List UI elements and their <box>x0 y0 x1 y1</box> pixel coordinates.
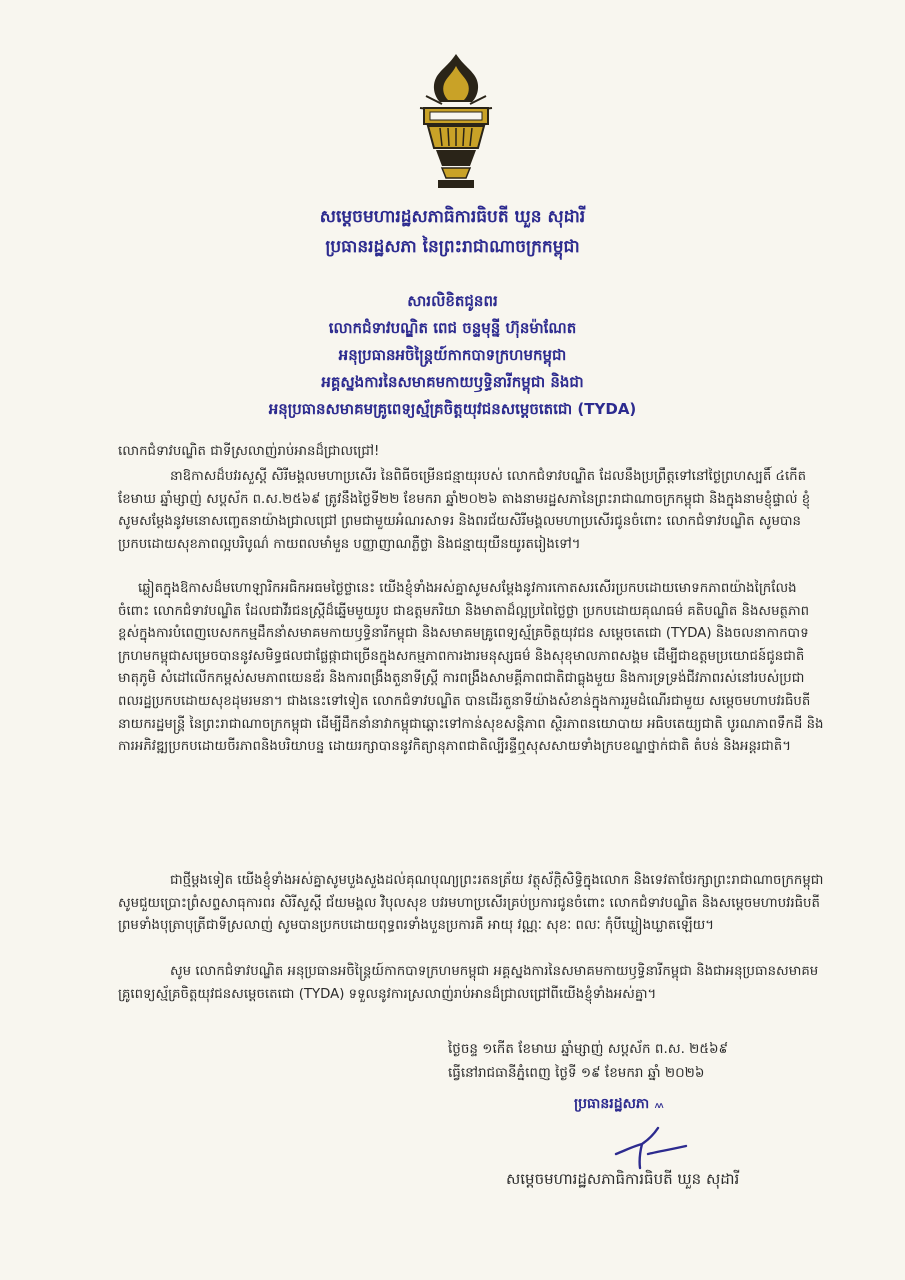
handwritten-signature-icon <box>612 1124 692 1172</box>
signature-title <box>574 1094 664 1115</box>
lunar-date: ថ្ងៃចន្ទ ១កើត ខែមាឃ ឆ្នាំម្សាញ់ សប្តស័ក ព.ស. ២៥៦៩ <box>448 1041 729 1057</box>
assembly-president-position: ប្រធានរដ្ឋសភា នៃព្រះរាជាណាចក្រកម្ពុជា <box>325 237 580 257</box>
recipient-role-1: អនុប្រធានអចិន្ត្រៃយ៍កាកបាទក្រហមកម្ពុជា <box>338 346 567 364</box>
signer-name: សម្តេចមហារដ្ឋសភាធិការធិបតី ឃួន សុដារី <box>506 1170 740 1188</box>
signature-title-text: ប្រធានរដ្ឋសភា <box>574 1096 650 1112</box>
place-date: ធ្វើនៅរាជធានីភ្នំពេញ ថ្ងៃទី ១៩ ខែមករា ឆ្នាំ ២០២៦ <box>448 1065 705 1081</box>
salutation: លោកជំទាវបណ្ឌិត ជាទីស្រលាញ់រាប់អានដ៏ជ្រាលជ្រៅ! <box>118 444 380 459</box>
recipient-role-2: អគ្គស្នងការនៃសមាគមកាយឫទ្ធិនារីកម្ពុជា និងជា <box>321 373 584 391</box>
assembly-president-name: សម្តេចមហារដ្ឋសភាធិការធិបតី ឃួន សុដារី <box>319 207 586 227</box>
letter-title: សារលិខិតជូនពរ <box>407 292 498 310</box>
initial-mark: ៳ <box>654 1096 665 1112</box>
paragraph-2: ឆ្លៀតក្នុងឱកាសដ៏មហោឡារិកអធិកអធមថ្ងៃថ្លានេះ យើងខ្ញុំទាំងអស់គ្នាសូមសម្តែងនូវការកោតសរសើរប្រកបដោយមោទកភាពយ៉ាងក្រៃលែងចំពោះ លោកជំទាវបណ្ឌិត ដែលជាវីរជនស្ត្រីដ៏ឆ្នើមមួយរូប ជាឧត្តមភរិយា និងមាតាដ៏ល្អប្រពៃថ្លៃថ្លា ប្រកបដោយគុណធម៌ គតិបណ្ឌិត និងសមត្ថភាពខ្ពស់ក្នុងការបំពេញបេសកកម្មដឹកនាំសមាគមកាយឫទ្ធិនារីកម្ពុជា និងសមាគមគ្រូពេទ្យស្ម័គ្រចិត្តយុវជន សម្តេចតេជោ (TYDA) និងចលនាកាកបាទក្រហមកម្ពុជាសម្រេចបាននូវសមិទ្ធផលជាផ្លែផ្កាជាច្រើនក្នុងសកម្មភាពការងារមនុស្សធម៌ និងសុខុមាលភាពសង្គម ដើម្បីជាឧត្តមប្រយោជន៍ជូនជាតិមាតុភូមិ សំដៅលើកកម្ពស់សមភាពយេនឌ័រ និងការពង្រឹងតួនាទីស្ត្រី ការពង្រឹងសាមគ្គីភាពជាតិជាធ្លុងមួយ និងការទ្រទ្រង់ជីវភាពរស់នៅរបស់ប្រជាពលរដ្ឋប្រកបដោយសុខដុមរមនា។ ជាងនេះទៅទៀត លោកជំទាវបណ្ឌិត បានដើរតួនាទីយ៉ាងសំខាន់ក្នុងការរួមដំណើរជាមួយ សម្តេចមហាបវរធិបតី នាយករដ្ឋមន្ត្រី នៃព្រះរាជាណាចក្រកម្ពុជា ដើម្បីដឹកនាំនាវាកម្ពុជាឆ្ពោះទៅកាន់សុខសន្តិភាព ស្ថិរភាពនយោបាយ អធិបតេយ្យជាតិ បូរណភាពទឹកដី និងការអភិវឌ្ឍប្រកបដោយចីរភាពនិងបរិយាបន្ន ដោយរក្សាបាននូវកិត្យានុភាពជាតិល្បីរន្ទឺឮសុសសាយទាំងក្របខណ្ឌថ្នាក់ជាតិ តំបន់ និងអន្តរជាតិ។ <box>118 581 824 755</box>
recipient-name: លោកជំទាវបណ្ឌិត ពេជ ចន្ទមុន្នី ហ៊ុនម៉ាណែត <box>328 319 577 337</box>
national-assembly-emblem-icon <box>412 52 500 192</box>
recipient-role-3: អនុប្រធានសមាគមគ្រូពេទ្យស្ម័គ្រចិត្តយុវជនសម្តេចតេជោ (TYDA) <box>268 400 637 418</box>
paragraph-3: ជាថ្មីម្តងទៀត យើងខ្ញុំទាំងអស់គ្នាសូមបួងសួងដល់គុណបុណ្យព្រះរតនត្រ័យ វត្ថុស័ក្តិសិទ្ធិក្នុងលោក និងទេវតាថែរក្សាព្រះរាជាណាចក្រកម្ពុជា សូមជួយប្រោះព្រំសព្ទសាធុការពរ សិរីសួស្តី ជ័យមង្គល វិបុលសុខ បវរមហាប្រសើរគ្រប់ប្រការជូនចំពោះ លោកជំទាវបណ្ឌិត និងសម្តេចមហាបវរធិបតី ព្រមទាំងបុត្រាបុត្រីជាទីស្រលាញ់ សូមបានប្រកបដោយពុទ្ធពរទាំងបួនប្រការគឺ អាយុ វណ្ណៈ សុខៈ ពលៈ កុំបីឃ្លៀងឃ្លាតឡើយ។ <box>118 873 824 934</box>
paragraph-4: សូម លោកជំទាវបណ្ឌិត អនុប្រធានអចិន្ត្រៃយ៍កាកបាទក្រហមកម្ពុជា អគ្គស្នងការនៃសមាគមកាយឫទ្ធិនារីកម្ពុជា និងជាអនុប្រធានសមាគមគ្រូពេទ្យស្ម័គ្រចិត្តយុវជនសម្តេចតេជោ (TYDA) ទទួលនូវការស្រលាញ់រាប់អានដ៏ជ្រាលជ្រៅពីយើងខ្ញុំទាំងអស់គ្នា។ <box>118 964 819 1002</box>
paragraph-1: នាឱកាសដ៏បវរសួស្តី សិរីមង្គលមហាប្រសើរ នៃពិធីចម្រើនជន្មាយុរបស់ លោកជំទាវបណ្ឌិត ដែលនឹងប្រព្រឹត្តទៅនៅថ្ងៃព្រហស្បតិ៍ ៤កើត ខែមាឃ ឆ្នាំម្សាញ់ សប្តស័ក ព.ស.២៥៦៩ ត្រូវនឹងថ្ងៃទី២២ ខែមករា ឆ្នាំ២០២៦ តាងនាមរដ្ឋសភានៃព្រះរាជាណាចក្រកម្ពុជា និងក្នុងនាមខ្ញុំផ្ទាល់ ខ្ញុំសូមសម្តែងនូវមនោសញ្ចេតនាយ៉ាងជ្រាលជ្រៅ ព្រមជាមួយអំណរសាទរ និងពរជ័យសិរីមង្គលមហាប្រសើរជូនចំពោះ លោកជំទាវបណ្ឌិត សូមបានប្រកបដោយសុខភាពល្អបរិបូណ៌ កាយពលមាំមួន បញ្ញាញាណភ្លឺថ្លា និងជន្មាយុយឺនយូរតរៀងទៅ។ <box>118 469 811 552</box>
